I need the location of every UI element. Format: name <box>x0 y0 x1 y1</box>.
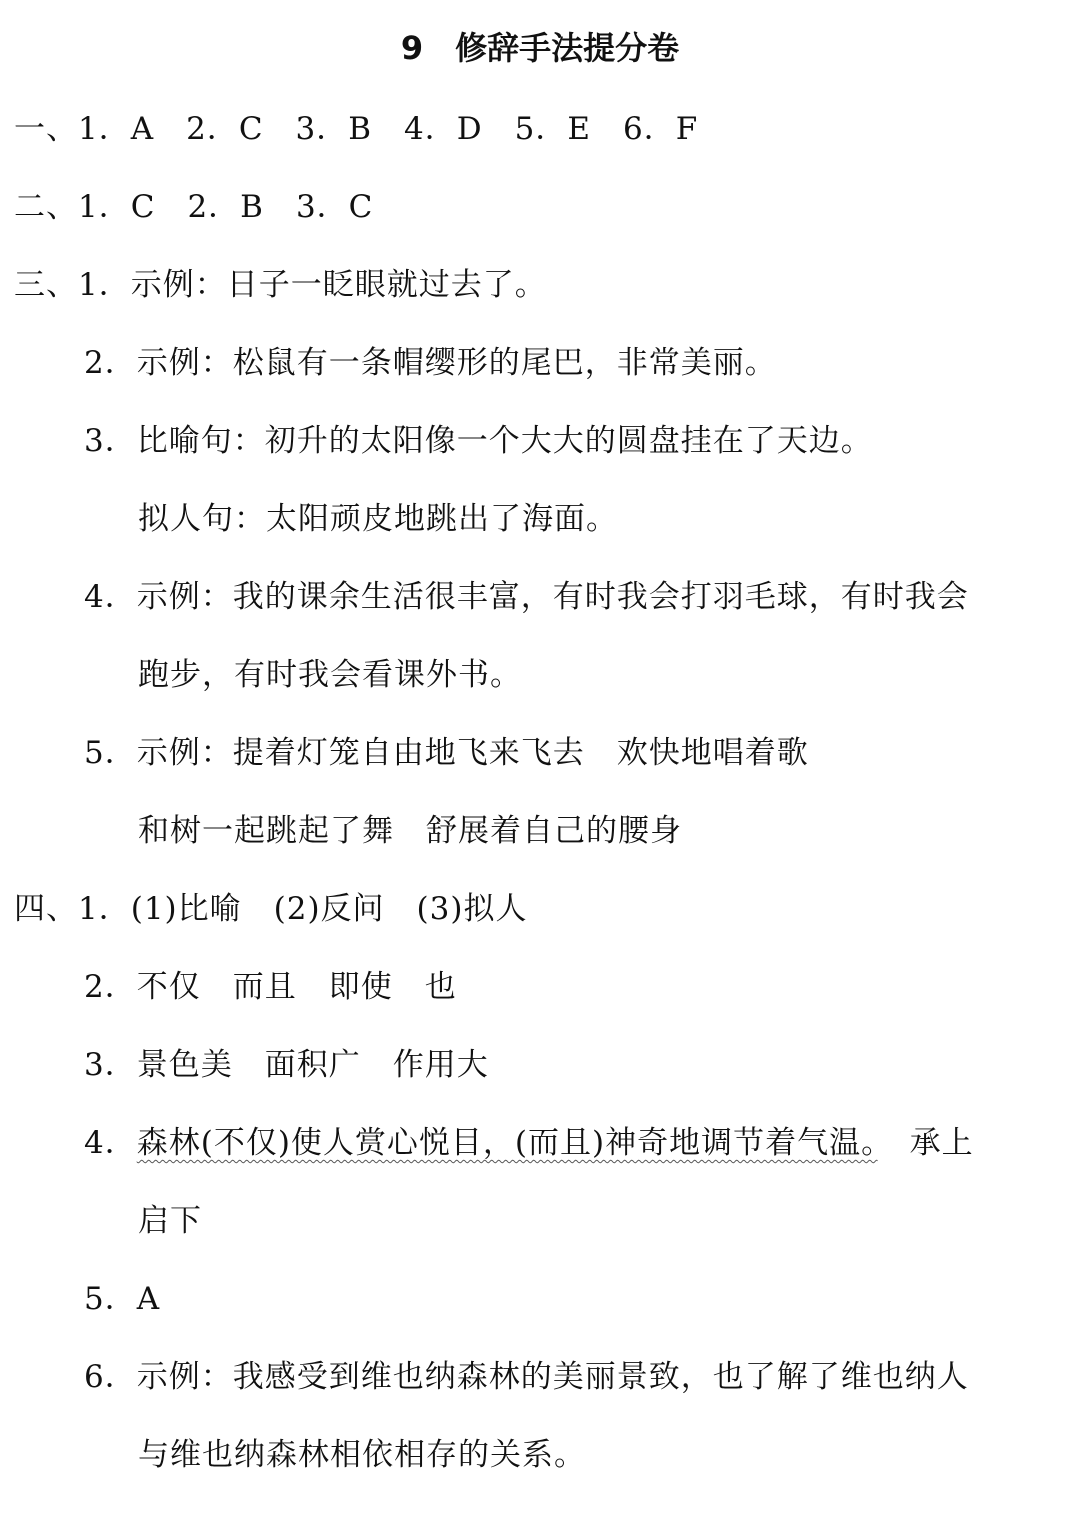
section-4-q4-underlined-sentence: 森林(不仅)使人赏心悦目，(而且)神奇地调节着气温。 <box>136 1125 878 1161</box>
section-4-q4-tail: 承上 <box>877 1125 974 1161</box>
section-3-q3-line1: 3．比喻句：初升的太阳像一个大大的圆盘挂在了天边。 <box>84 423 873 459</box>
section-3-q4-line1: 4．示例：我的课余生活很丰富，有时我会打羽毛球，有时我会 <box>84 579 969 615</box>
section-3-q3-line2: 拟人句：太阳顽皮地跳出了海面。 <box>138 501 618 537</box>
section-4-q3: 3．景色美 面积广 作用大 <box>84 1047 489 1083</box>
section-3-q4-line2: 跑步，有时我会看课外书。 <box>138 657 522 693</box>
section-3-q5-line2: 和树一起跳起了舞 舒展着自己的腰身 <box>138 813 682 849</box>
section-2-answers: 二、1．C 2．B 3．C <box>14 189 374 225</box>
section-4-q4-line2: 启下 <box>138 1203 202 1239</box>
section-4-q6-line1: 6．示例：我感受到维也纳森林的美丽景致，也了解了维也纳人 <box>84 1359 969 1395</box>
section-1-answers: 一、1．A 2．C 3．B 4．D 5．E 6．F <box>14 111 699 147</box>
section-4-q1: 四、1．(1)比喻 (2)反问 (3)拟人 <box>14 891 528 927</box>
section-3-q1: 三、1．示例：日子一眨眼就过去了。 <box>14 267 547 303</box>
section-4-q6-line2: 与维也纳森林相依相存的关系。 <box>138 1437 586 1473</box>
section-3-q2: 2．示例：松鼠有一条帽缨形的尾巴，非常美丽。 <box>84 345 777 381</box>
section-4-q4-number: 4． <box>84 1125 137 1161</box>
section-3-q5-line1: 5．示例：提着灯笼自由地飞来飞去 欢快地唱着歌 <box>84 735 809 771</box>
section-4-q5: 5．A <box>84 1281 161 1317</box>
page-title: 9 修辞手法提分卷 <box>400 29 680 67</box>
section-4-q4-line1 <box>84 1120 974 1166</box>
section-4-q2: 2．不仅 而且 即使 也 <box>84 969 457 1005</box>
